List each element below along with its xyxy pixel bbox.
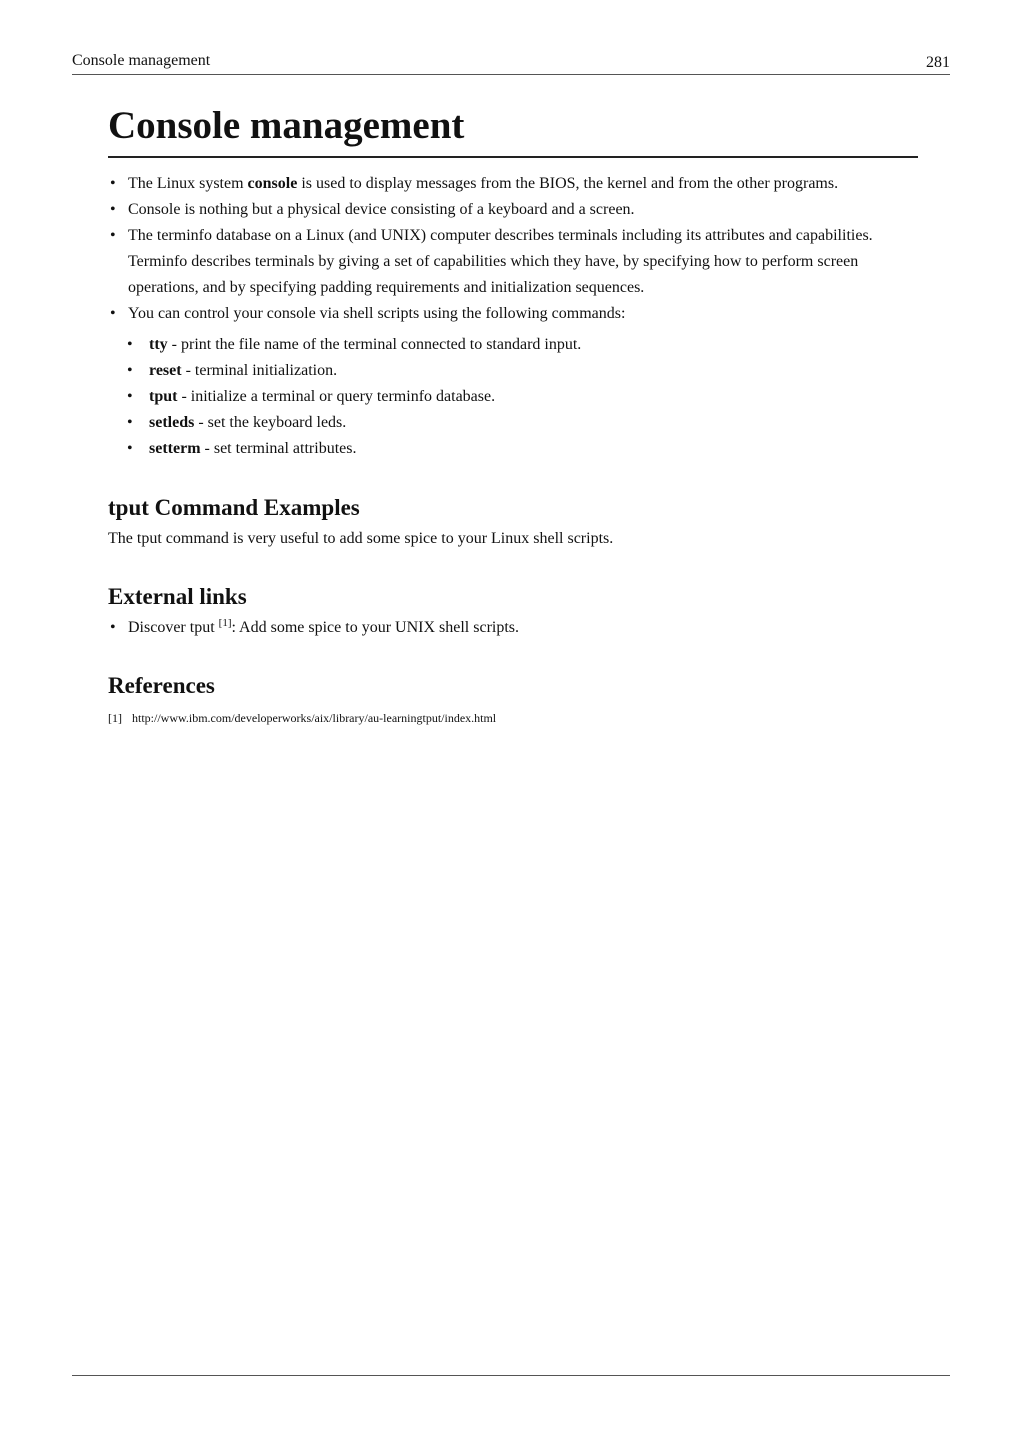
citation-link[interactable]: [1] bbox=[218, 617, 232, 629]
list-item bbox=[108, 171, 918, 197]
page-title: Console management bbox=[108, 100, 918, 158]
running-title: Console management bbox=[72, 52, 211, 69]
external-links-list bbox=[108, 615, 918, 641]
list-item-text: The Linux system bbox=[128, 175, 248, 192]
reference-marker: [1] bbox=[108, 711, 122, 725]
section-heading-references: References bbox=[108, 673, 215, 698]
section-heading-tput: tput Command Examples bbox=[108, 495, 360, 520]
command-description: - terminal initialization. bbox=[181, 362, 338, 379]
list-item-text: Console is nothing but a physical device consisting of a keyboard and a screen. bbox=[128, 201, 635, 218]
list-item-text: : Add some spice to your UNIX shell scripts. bbox=[231, 619, 520, 636]
command-item bbox=[108, 358, 918, 384]
command-name: tput bbox=[149, 388, 178, 405]
command-item bbox=[108, 436, 918, 462]
list-item bbox=[108, 615, 918, 641]
page-number: 281 bbox=[926, 54, 950, 71]
list-item bbox=[108, 301, 918, 462]
command-list bbox=[108, 332, 918, 462]
list-item-text: The terminfo database on a Linux (and UNIX) computer describes terminals including its attributes and capabilities. Terminfo describes terminals by giving a set of capabilities which they have, by specifying how to perform screen operations, and by specifying padding requirements and initialization sequences. bbox=[128, 227, 873, 296]
footer-rule bbox=[72, 1375, 950, 1376]
command-description: - initialize a terminal or query terminfo database. bbox=[177, 388, 496, 405]
section-heading-external-links: External links bbox=[108, 584, 247, 609]
list-item bbox=[108, 223, 918, 301]
reference-item bbox=[108, 709, 918, 727]
command-item bbox=[108, 332, 918, 358]
intro-bullet-list bbox=[108, 171, 918, 462]
command-name: setleds bbox=[149, 414, 195, 431]
command-description: - print the file name of the terminal connected to standard input. bbox=[167, 336, 582, 353]
command-description: - set terminal attributes. bbox=[200, 440, 357, 457]
command-name: setterm bbox=[149, 440, 201, 457]
command-item bbox=[108, 384, 918, 410]
running-header bbox=[72, 50, 950, 75]
tput-paragraph: The tput command is very useful to add some spice to your Linux shell scripts. bbox=[108, 530, 614, 547]
command-name: tty bbox=[149, 336, 168, 353]
list-item-text: You can control your console via shell scripts using the following commands: bbox=[128, 305, 626, 322]
command-item bbox=[108, 410, 918, 436]
link-text[interactable]: Discover tput bbox=[128, 619, 219, 636]
command-name: reset bbox=[149, 362, 182, 379]
list-item bbox=[108, 197, 918, 223]
list-item-text: is used to display messages from the BIOS, the kernel and from the other programs. bbox=[297, 175, 839, 192]
article-body bbox=[108, 100, 918, 727]
bold-term: console bbox=[247, 175, 298, 192]
command-description: - set the keyboard leds. bbox=[194, 414, 347, 431]
reference-list bbox=[108, 709, 918, 727]
reference-url[interactable]: http://www.ibm.com/developerworks/aix/library/au-learningtput/index.html bbox=[132, 711, 497, 725]
